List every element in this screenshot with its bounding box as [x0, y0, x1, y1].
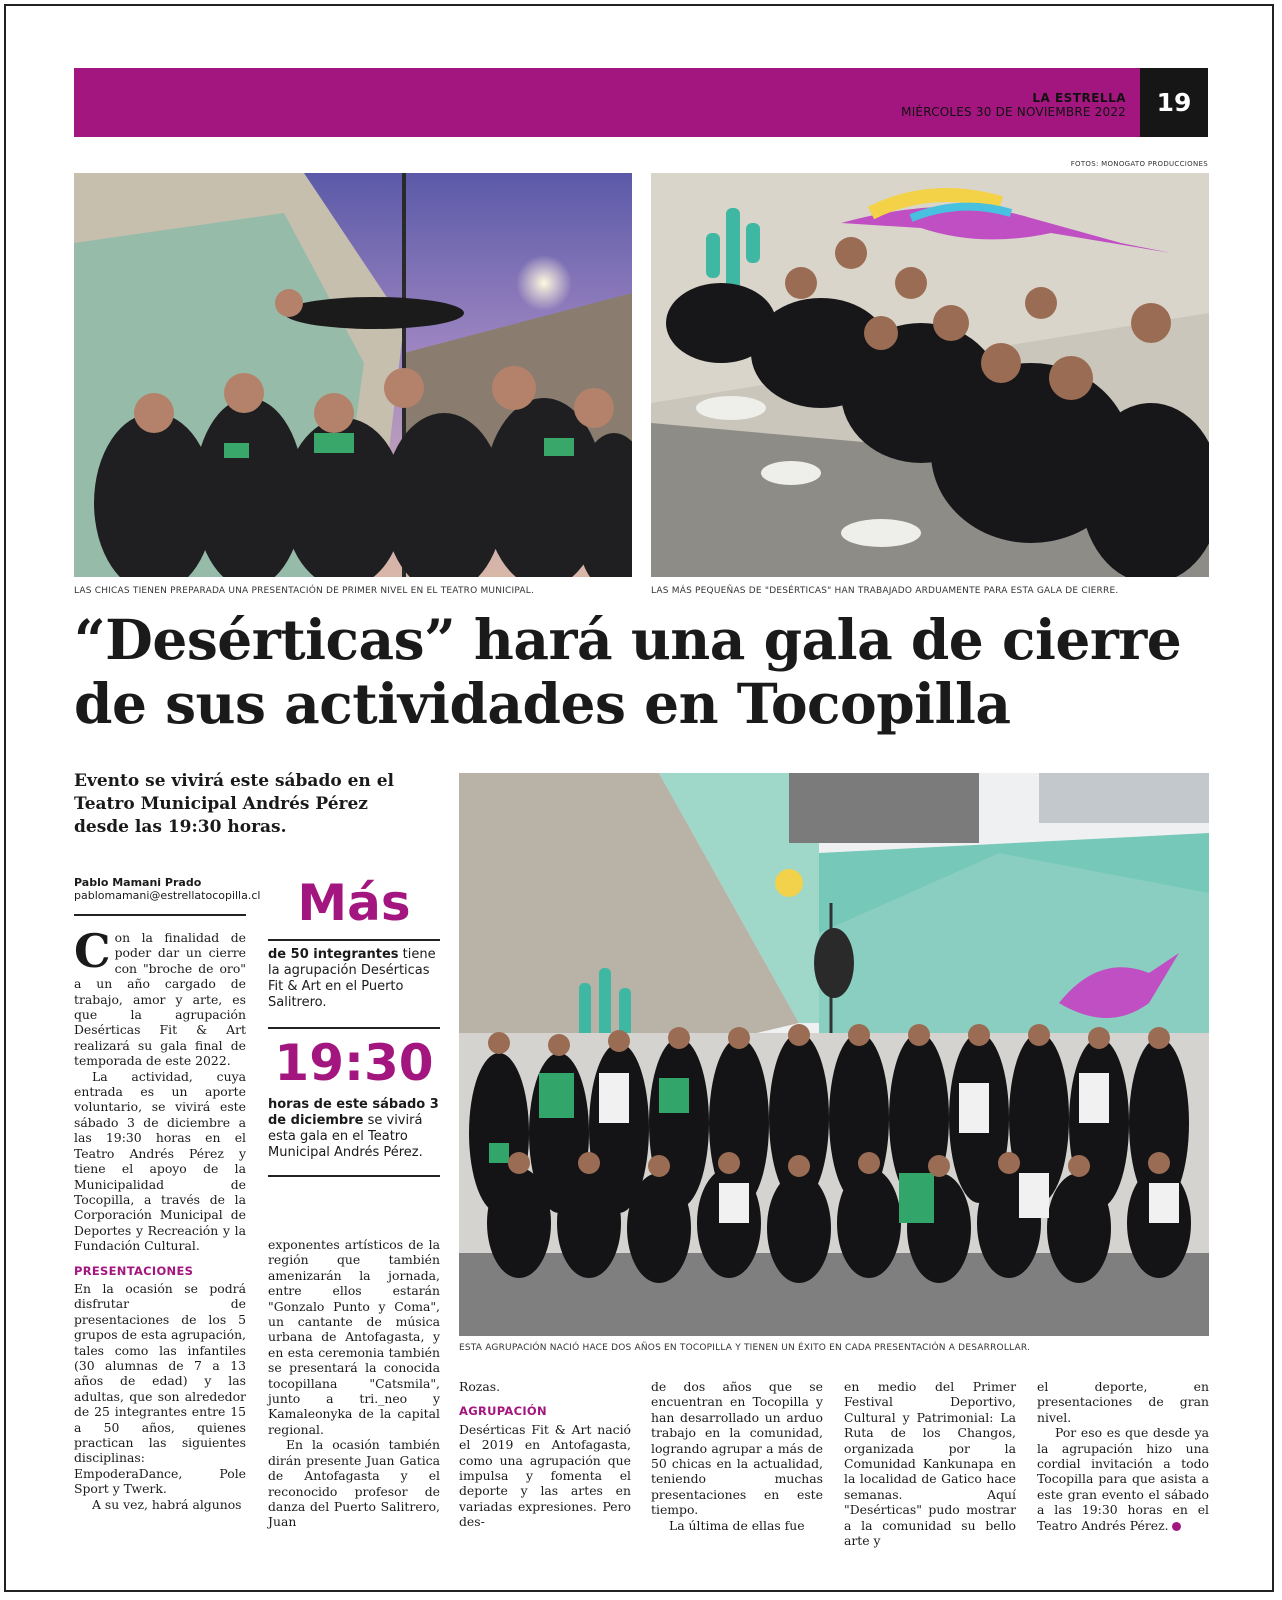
paragraph-7: Rozas. [459, 1379, 501, 1394]
column-2 [268, 1237, 440, 1530]
sidebar-facts [268, 875, 440, 1177]
headline-line-1: “Desérticas” hará una gala de cierre [74, 607, 1182, 672]
paragraph-13: Por eso es que desde ya la agrupación hizo una cordial invitación a todo Tocopilla para que asista a este gran evento el sábado a las 19:30 horas en el Teatro Andrés Pérez. [1037, 1425, 1209, 1533]
paragraph-4: A su vez, habrá algunos [92, 1496, 242, 1512]
caption-top-right: LAS MÁS PEQUEÑAS DE "DESÉRTICAS" HAN TRABAJADO ARDUAMENTE PARA ESTA GALA DE CIERRE. [651, 586, 1119, 596]
end-mark-icon [1172, 1522, 1181, 1531]
author-name: Pablo Mamani Prado [74, 876, 202, 889]
fact-big-time: 19:30 [274, 1034, 434, 1092]
publication-info [901, 91, 1126, 119]
sidebar-rule-3 [268, 1175, 440, 1177]
paragraph-9: de dos años que se encuentran en Tocopilla y han desarrollado un arduo trabajo en la comunidad, logrando agrupar a más de 50 chicas en la actualidad, teniendo muchas presentaciones en este tiempo. [651, 1379, 823, 1518]
column-6 [1037, 1379, 1209, 1533]
paragraph-12: el deporte, en presentaciones de gran nivel. [1037, 1379, 1209, 1425]
publication-name: LA ESTRELLA [1032, 91, 1126, 105]
paragraph-8: Desérticas Fit & Art nació el 2019 en Antofagasta, como una agrupación que impulsa y fomenta el deporte y las artes en variadas expresiones. Pero des- [459, 1421, 631, 1530]
headline-line-2: de sus actividades en Tocopilla [74, 671, 1011, 736]
sidebar-rule-1 [268, 939, 440, 941]
paragraph-3: En la ocasión se podrá disfrutar de presentaciones de los 5 grupos de esta agrupación, tales como las infantiles (30 alumnas de 7 a 13 años de edad) y las adultas, que son alrededor de 25 integrantes entre 15 a 50 años, quienes practican las siguientes disciplinas: EmpoderaDance, Pole Sport y Twerk. [74, 1280, 246, 1497]
author-email[interactable]: pablomamani@estrellatocopilla.cl [74, 889, 261, 902]
column-1 [74, 924, 246, 1512]
column-4 [651, 1379, 823, 1533]
section-heading-agrupacion: AGRUPACIÓN [459, 1404, 547, 1419]
byline [74, 876, 260, 902]
sidebar-rule-2 [268, 1027, 440, 1029]
fact-text-2: horas de este sábado 3 de diciembre se vivirá esta gala en el Teatro Municipal Andrés Pérez. [268, 1097, 439, 1160]
subhead: Evento se vivirá este sábado en el Teatro Municipal Andrés Pérez desde las 19:30 horas. [74, 771, 394, 837]
column-3 [459, 1379, 631, 1530]
headline [74, 608, 1214, 736]
paragraph-10: La última de ellas fue [669, 1517, 805, 1533]
paragraph-6: En la ocasión también dirán presente Juan Gatica de Antofagasta y el reconocido profesor de danza del Puerto Salitrero, Juan [268, 1437, 440, 1530]
photo-dancers-group [74, 173, 632, 577]
publication-date: MIÉRCOLES 30 DE NOVIEMBRE 2022 [901, 105, 1126, 119]
photo-credit: FOTOS: MONOGATO PRODUCCIONES [1070, 160, 1208, 168]
caption-top-left: LAS CHICAS TIENEN PREPARADA UNA PRESENTACIÓN DE PRIMER NIVEL EN EL TEATRO MUNICIPAL. [74, 586, 535, 596]
section-heading-presentaciones: PRESENTACIONES [74, 1263, 194, 1278]
caption-main: ESTA AGRUPACIÓN NACIÓ HACE DOS AÑOS EN TOCOPILLA Y TIENEN UN ÉXITO EN CADA PRESENTACIÓN A DESARROLLAR. [459, 1343, 1031, 1353]
photo-full-group [459, 773, 1209, 1336]
paragraph-2: La actividad, cuya entrada es un aporte voluntario, se vivirá este sábado 3 de diciembre a las 19:30 horas en el Teatro Andrés Pérez y tiene el apoyo de la Municipalidad de Tocopilla, a través de la Corporación Municipal de Deportes y Recreación y la Fundación Cultural. [74, 1068, 246, 1254]
paragraph-11: en medio del Primer Festival Deportivo, Cultural y Patrimonial: La Ruta de los Changos, organizada por la Comunidad Kankunapa en la localidad de Gatico hace semanas. Aquí "Desérticas" pudo mostrar a la comunidad su bello arte y [844, 1379, 1016, 1549]
byline-rule [74, 914, 246, 916]
header-band [74, 68, 1140, 137]
photo-young-dancers [651, 173, 1209, 577]
column-5 [844, 1379, 1016, 1548]
fact-big-mas: Más [297, 874, 411, 932]
page-number: 19 [1140, 68, 1208, 137]
dropcap: C [74, 924, 111, 978]
fact-text-1: de 50 integrantes tiene la agrupación Desérticas Fit & Art en el Puerto Salitrero. [268, 947, 436, 1010]
paragraph-5: exponentes artísticos de la región que también amenizarán la jornada, entre ellos estarán "Gonzalo Punto y Coma", un cantante de música urbana de Antofagasta, y en esta ceremonia también se presentará la conocida tocopillana "Catsmila", junto a tri._neo y Kamaleonyka de la capital regional. [268, 1237, 440, 1437]
paragraph-1: Con la finalidad de poder dar un cierre con "broche de oro" a un año cargado de trabajo, amor y arte, es que la agrupación Desérticas Fit & Art realizará su gala final de temporada de este 2022. [74, 924, 246, 1069]
